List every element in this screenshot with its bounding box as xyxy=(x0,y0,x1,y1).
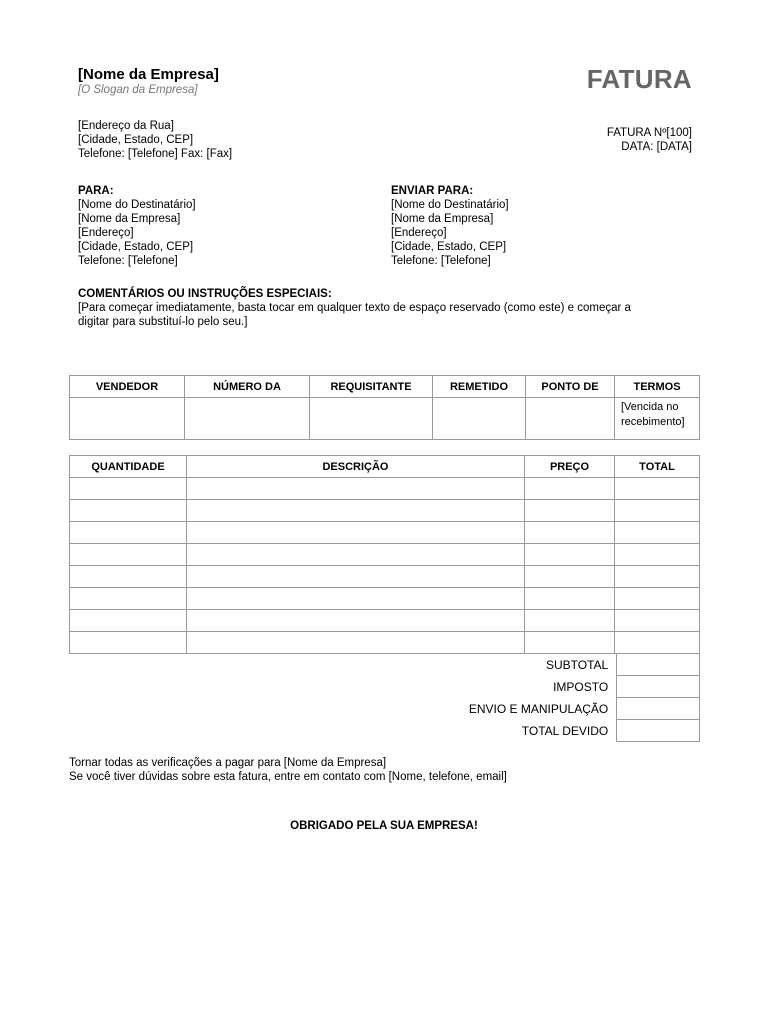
description-cell[interactable] xyxy=(187,632,525,654)
price-cell[interactable] xyxy=(525,500,615,522)
total-cell[interactable] xyxy=(615,522,700,544)
price-cell[interactable] xyxy=(525,478,615,500)
tax-value[interactable] xyxy=(617,676,700,698)
quantity-cell[interactable] xyxy=(70,500,187,522)
total-due-label: TOTAL DEVIDO xyxy=(521,723,609,738)
price-cell[interactable] xyxy=(525,610,615,632)
table-row xyxy=(70,566,700,588)
footer-notes xyxy=(69,756,507,784)
bill-to-block xyxy=(78,184,196,268)
document-title: FATURA xyxy=(586,64,692,94)
subtotal-row xyxy=(0,654,700,676)
sender-city: [Cidade, Estado, CEP] xyxy=(78,134,194,146)
col-header-preco: PREÇO xyxy=(525,456,615,478)
price-cell[interactable] xyxy=(525,588,615,610)
total-cell[interactable] xyxy=(615,544,700,566)
col-header-termos: TERMOS xyxy=(615,376,700,398)
bill-to-line: [Cidade, Estado, CEP] xyxy=(78,241,194,253)
termos-cell[interactable] xyxy=(615,398,700,440)
company-slogan: [O Slogan da Empresa] xyxy=(78,84,198,96)
sender-street: [Endereço da Rua] xyxy=(78,120,174,132)
description-cell[interactable] xyxy=(187,522,525,544)
sender-phone-fax: Telefone: [Telefone] Fax: [Fax] xyxy=(78,148,233,160)
quantity-cell[interactable] xyxy=(70,632,187,654)
quantity-cell[interactable] xyxy=(70,588,187,610)
total-cell[interactable] xyxy=(615,478,700,500)
ship-to-line: [Nome do Destinatário] xyxy=(391,199,509,211)
description-cell[interactable] xyxy=(187,588,525,610)
bill-to-line: [Endereço] xyxy=(78,227,134,239)
invoice-meta xyxy=(607,126,692,154)
table-row xyxy=(70,588,700,610)
shipping-label: ENVIO E MANIPULAÇÃO xyxy=(468,701,609,716)
price-cell[interactable] xyxy=(525,632,615,654)
ship-to-line: [Nome da Empresa] xyxy=(391,213,494,225)
invoice-date: DATA: [DATA] xyxy=(621,141,692,153)
tax-label: IMPOSTO xyxy=(553,679,609,694)
order-info-table xyxy=(69,375,700,440)
total-cell[interactable] xyxy=(615,632,700,654)
terms-text-line: recebimento] xyxy=(621,416,685,428)
ship-to-block xyxy=(391,184,509,268)
sender-address xyxy=(78,119,232,161)
comments-block xyxy=(78,287,678,329)
table-row xyxy=(70,522,700,544)
col-header-ponto: PONTO DE xyxy=(526,376,615,398)
total-due-row xyxy=(0,720,700,742)
col-header-requisitante: REQUISITANTE xyxy=(310,376,433,398)
price-cell[interactable] xyxy=(525,566,615,588)
numero-cell[interactable] xyxy=(185,398,310,440)
description-cell[interactable] xyxy=(187,478,525,500)
col-header-remetido: REMETIDO xyxy=(433,376,526,398)
bill-to-heading: PARA: xyxy=(78,185,114,197)
thanks-message: OBRIGADO PELA SUA EMPRESA! xyxy=(290,820,478,832)
bill-to-line: [Nome do Destinatário] xyxy=(78,199,196,211)
items-header-row xyxy=(70,456,700,478)
table-row xyxy=(70,500,700,522)
subtotal-label: SUBTOTAL xyxy=(545,657,609,672)
company-name: [Nome da Empresa] xyxy=(78,66,219,83)
invoice-number: FATURA Nº[100] xyxy=(606,127,692,139)
ship-to-line: Telefone: [Telefone] xyxy=(391,255,491,267)
comments-text-line: [Para começar imediatamente, basta tocar em qualquer texto de espaço reservado (como este) e começar a xyxy=(78,302,631,314)
ship-to-line: [Endereço] xyxy=(391,227,447,239)
vendedor-cell[interactable] xyxy=(70,398,185,440)
total-cell[interactable] xyxy=(615,566,700,588)
order-info-header-row xyxy=(70,376,700,398)
subtotal-value[interactable] xyxy=(617,654,700,676)
order-info-row xyxy=(70,398,700,440)
payable-note: Tornar todas as verificações a pagar para [Nome da Empresa] xyxy=(69,757,387,769)
contact-note: Se você tiver dúvidas sobre esta fatura, entre em contato com [Nome, telefone, email] xyxy=(69,771,507,783)
ship-to-heading: ENVIAR PARA: xyxy=(391,185,474,197)
quantity-cell[interactable] xyxy=(70,610,187,632)
tax-row xyxy=(0,676,700,698)
bill-to-line: [Nome da Empresa] xyxy=(78,213,181,225)
description-cell[interactable] xyxy=(187,566,525,588)
bill-to-line: Telefone: [Telefone] xyxy=(78,255,178,267)
col-header-descricao: DESCRIÇÃO xyxy=(187,456,525,478)
col-header-vendedor: VENDEDOR xyxy=(70,376,185,398)
quantity-cell[interactable] xyxy=(70,478,187,500)
col-header-quantidade: QUANTIDADE xyxy=(70,456,187,478)
quantity-cell[interactable] xyxy=(70,544,187,566)
table-row xyxy=(70,478,700,500)
col-header-total: TOTAL xyxy=(615,456,700,478)
comments-heading: COMENTÁRIOS OU INSTRUÇÕES ESPECIAIS: xyxy=(78,288,332,300)
col-header-numero: NÚMERO DA xyxy=(185,376,310,398)
shipping-value[interactable] xyxy=(617,698,700,720)
comments-text-line: digitar para substituí-lo pelo seu.] xyxy=(78,316,248,328)
remetido-cell[interactable] xyxy=(433,398,526,440)
terms-text-line: [Vencida no xyxy=(621,401,679,413)
ponto-cell[interactable] xyxy=(526,398,615,440)
description-cell[interactable] xyxy=(187,610,525,632)
table-row xyxy=(70,610,700,632)
shipping-row xyxy=(0,698,700,720)
description-cell[interactable] xyxy=(187,544,525,566)
price-cell[interactable] xyxy=(525,544,615,566)
total-cell[interactable] xyxy=(615,610,700,632)
price-cell[interactable] xyxy=(525,522,615,544)
items-table xyxy=(69,455,700,654)
table-row xyxy=(70,632,700,654)
total-due-value[interactable] xyxy=(617,720,700,742)
quantity-cell[interactable] xyxy=(70,522,187,544)
total-cell[interactable] xyxy=(615,588,700,610)
requisitante-cell[interactable] xyxy=(310,398,433,440)
quantity-cell[interactable] xyxy=(70,566,187,588)
table-row xyxy=(70,544,700,566)
ship-to-line: [Cidade, Estado, CEP] xyxy=(391,241,507,253)
totals-table xyxy=(0,653,700,742)
total-cell[interactable] xyxy=(615,500,700,522)
description-cell[interactable] xyxy=(187,500,525,522)
